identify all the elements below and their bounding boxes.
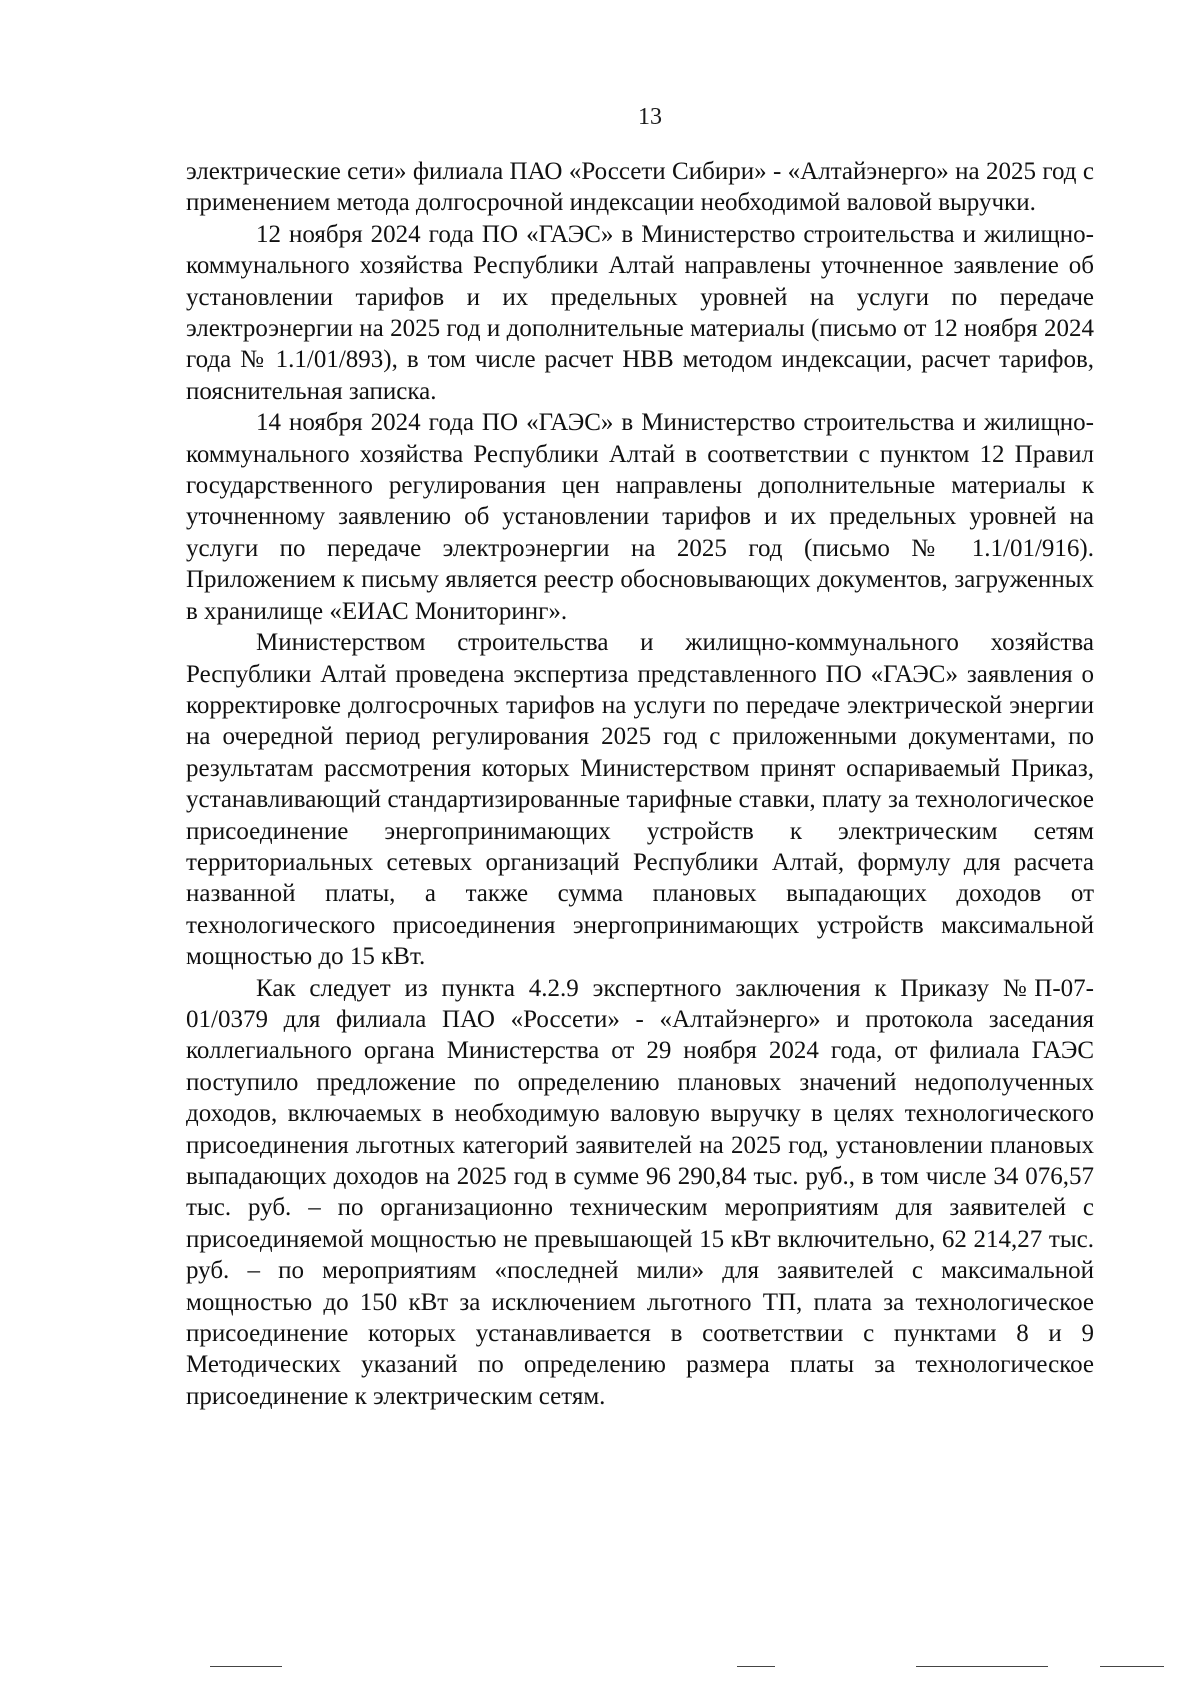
paragraph-3: 14 ноября 2024 года ПО «ГАЭС» в Министерство строительства и жилищно-коммунального хозяйства Республики Алтай в соответствии с пунктом 12 Правил государственного регулирования цен направлены дополнительные материалы к уточненному заявлению об установлении тарифов и их предельных уровней на услуги по передаче электроэнергии на 2025 год (письмо № 1.1/01/916). Приложением к письму является реестр обосновывающих документов, загруженных в хранилище «ЕИАС Мониторинг».	[186, 409, 1094, 625]
document-body	[186, 156, 1094, 1412]
paragraph-1: электрические сети» филиала ПАО «Россети Сибири» - «Алтайэнерго» на 2025 год с применением метода долгосрочной индексации необходимой валовой выручки.	[186, 158, 1094, 217]
paragraph-4: Министерством строительства и жилищно-коммунального хозяйства Республики Алтай проведена экспертиза представленного ПО «ГАЭС» заявления о корректировке долгосрочных тарифов на услуги по передаче электрической энергии на очередной период регулирования 2025 год с приложенными документами, по результатам рассмотрения которых Министерством принят оспариваемый Приказ, устанавливающий стандартизированные тарифные ставки, плату за технологическое присоединение энергопринимающих устройств к электрическим сетям территориальных сетевых организаций Республики Алтай, формулу для расчета названной платы, а также сумма плановых выпадающих доходов от технологического присоединения энергопринимающих устройств максимальной мощностью до 15 кВт.	[186, 629, 1094, 971]
scan-edge-line	[1100, 1666, 1164, 1667]
paragraph-5: Как следует из пункта 4.2.9 экспертного заключения к Приказу №П-07-01/0379 для филиала ПАО «Россети» - «Алтайэнерго» и протокола заседания коллегиального органа Министерства от 29 ноября 2024 года, от филиала ГАЭС поступило предложение по определению плановых значений недополученных доходов, включаемых в необходимую валовую выручку в целях технологического присоединения льготных категорий заявителей на 2025 год, установлении плановых выпадающих доходов на 2025 год в сумме 96 290,84 тыс. руб., в том числе 34 076,57 тыс. руб. – по организационно техническим мероприятиям для заявителей с присоединяемой мощностью не превышающей 15 кВт включительно, 62 214,27 тыс. руб. – по мероприятиям «последней мили» для заявителей с максимальной мощностью до 150 кВт за исключением льготного ТП, плата за технологическое присоединение которых устанавливается в соответствии с пунктами 8 и 9 Методических указаний по определению размера платы за технологическое присоединение к электрическим сетям.	[186, 974, 1094, 1410]
scan-edge-line	[210, 1666, 282, 1667]
scan-edge-line	[916, 1666, 1048, 1667]
page-number: 13	[638, 104, 662, 130]
paragraph-2: 12 ноября 2024 года ПО «ГАЭС» в Министерство строительства и жилищно-коммунального хозяйства Республики Алтай направлены уточненное заявление об установлении тарифов и их предельных уровней на услуги по передаче электроэнергии на 2025 год и дополнительные материалы (письмо от 12 ноября 2024 года № 1.1/01/893), в том числе расчет НВВ методом индексации, расчет тарифов, пояснительная записка.	[186, 220, 1094, 405]
scan-edge-line	[737, 1666, 775, 1667]
